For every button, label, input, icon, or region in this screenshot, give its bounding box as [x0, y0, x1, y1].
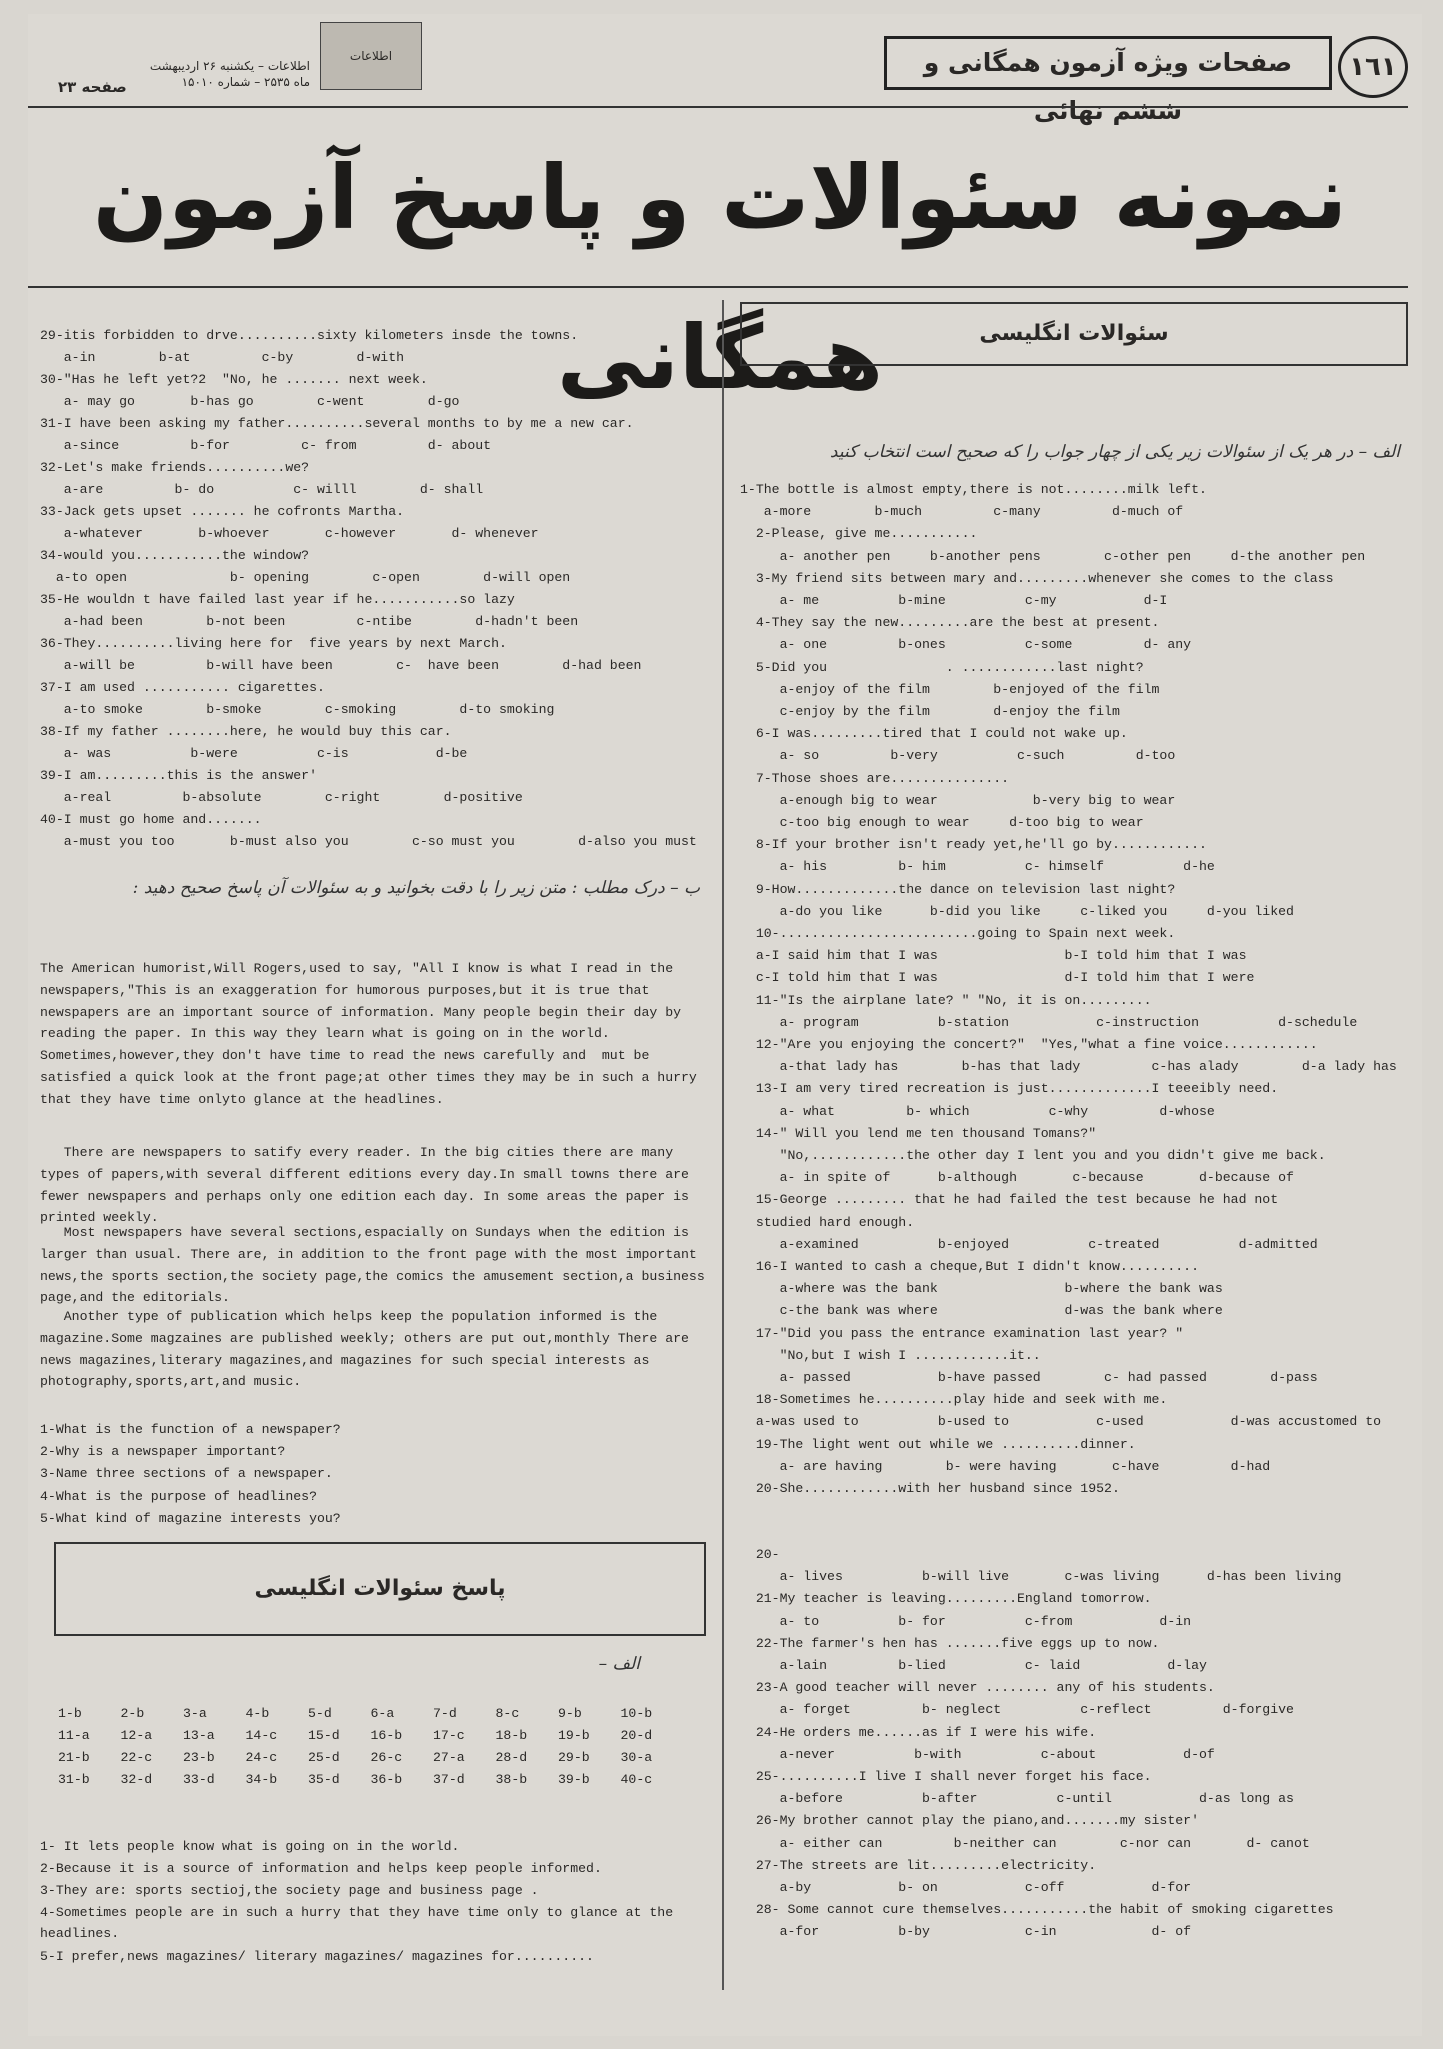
answer-key-cell: 4-b: [245, 1706, 270, 1721]
answer-key-cell: 17-c: [433, 1728, 465, 1743]
answer-key-cell: 20-d: [620, 1728, 653, 1743]
answer-key-cell: 1-b: [58, 1706, 82, 1721]
question-line: a-to smoke b-smoke c-smoking d-to smoking: [40, 702, 555, 717]
question-line: 34-would you...........the window?: [40, 548, 310, 563]
answer-key-cell: 24-c: [245, 1750, 278, 1765]
question-line: a- was b-were c-is d-be: [40, 746, 468, 761]
question-line: a- may go b-has go c-went d-go: [40, 394, 460, 409]
question-line: 24-He orders me......as if I were his wife.: [740, 1724, 1097, 1740]
answers-heading-box: [54, 1542, 706, 1636]
page-label: صفحه ۲۳: [58, 78, 127, 96]
answer-key-cell: 18-b: [495, 1728, 528, 1743]
question-line: a- one b-ones c-some d- any: [740, 637, 1192, 653]
answer-key-cell: 10-b: [620, 1706, 653, 1721]
comprehension-answer: 2-Because it is a source of information and helps keep people informed.: [40, 1861, 602, 1876]
comprehension-answer: 1- It lets people know what is going on in the world.: [40, 1839, 460, 1854]
question-line: 4-They say the new.........are the best at present.: [740, 615, 1160, 631]
question-line: a-are b- do c- willl d- shall: [40, 482, 484, 497]
answer-key-cell: 3-a: [183, 1706, 207, 1721]
column-divider: [722, 300, 724, 1990]
question-line: 35-He wouldn t have failed last year if he...........so lazy: [40, 592, 515, 607]
question-line: 36-They..........living here for five years by next March.: [40, 636, 507, 651]
comprehension-question: 1-What is the function of a newspaper?: [40, 1422, 341, 1437]
question-line: c-the bank was where d-was the bank where: [740, 1303, 1223, 1319]
question-line: a- so b-very c-such d-too: [740, 748, 1176, 764]
answer-key-cell: 27-a: [433, 1750, 465, 1765]
answer-key-cell: 14-c: [245, 1728, 278, 1743]
answer-key-cell: 29-b: [558, 1750, 590, 1765]
question-line: 31-I have been asking my father..........several months to by me a new car.: [40, 416, 634, 431]
question-line: a-enough big to wear b-very big to wear: [740, 792, 1176, 808]
answer-key-cell: 31-b: [58, 1772, 90, 1787]
newspaper-logo: اطلاعات: [320, 22, 422, 90]
question-line: a-where was the bank b-where the bank was: [740, 1281, 1223, 1297]
question-line: a- what b- which c-why d-whose: [740, 1103, 1215, 1119]
comprehension-answer: 5-I prefer,news magazines/ literary magazines/ magazines for..........: [40, 1949, 594, 1964]
answers-part-a-label: الف –: [598, 1654, 640, 1674]
questions-heading-box: [740, 302, 1408, 366]
comprehension-answer: 3-They are: sports sectioj,the society page and business page .: [40, 1883, 539, 1898]
question-line: a- another pen b-another pens c-other pen d-the another pen: [740, 548, 1366, 564]
question-line: 25-..........I live I shall never forget his face.: [740, 1769, 1152, 1784]
question-line: a-for b-by c-in d- of: [740, 1924, 1192, 1940]
question-line: a-that lady has b-has that lady c-has alady d-a lady has: [740, 1059, 1397, 1075]
page-title: نمونه سئوالات و پاسخ آزمون همگانی: [92, 146, 1348, 409]
answer-key-cell: 23-b: [183, 1750, 215, 1765]
comprehension-question: 2-Why is a newspaper important?: [40, 1444, 286, 1460]
question-line: 10-.........................going to Spain next week.: [740, 926, 1176, 941]
comprehension-question: 4-What is the purpose of headlines?: [40, 1488, 317, 1504]
question-line: 11-"Is the airplane late? " "No, it is on.........: [740, 992, 1152, 1008]
question-line: a-do you like b-did you like c-liked you d-you liked: [740, 903, 1294, 919]
question-line: c-enjoy by the film d-enjoy the film: [740, 704, 1120, 719]
question-line: 37-I am used ........... cigarettes.: [40, 680, 325, 695]
question-line: 20-: [740, 1547, 780, 1562]
question-line: a-I said him that I was b-I told him that I was: [740, 948, 1247, 964]
answer-key-cell: 7-d: [433, 1706, 457, 1721]
answer-key-cell: 8-c: [495, 1706, 520, 1721]
question-line: 40-I must go home and.......: [40, 812, 262, 827]
question-line: a- forget b- neglect c-reflect d-forgive: [740, 1702, 1294, 1718]
question-line: a-was used to b-used to c-used d-was accustomed to: [740, 1414, 1382, 1430]
question-line: 15-George ......... that he had failed the test because he had not: [740, 1192, 1279, 1208]
question-line: c-I told him that I was d-I told him that I were: [740, 970, 1255, 986]
question-line: a-lain b-lied c- laid d-lay: [740, 1658, 1207, 1673]
question-line: a-will be b-will have been c- have been d-had been: [40, 658, 642, 673]
answer-key-cell: 32-d: [120, 1772, 153, 1787]
comprehension-question: 3-Name three sections of a newspaper.: [40, 1466, 333, 1482]
question-line: a-more b-much c-many d-much of: [740, 504, 1184, 520]
question-line: "No,............the other day I lent you and you didn't give me back.: [740, 1148, 1326, 1163]
question-line: 32-Let's make friends..........we?: [40, 460, 310, 475]
question-line: "No,but I wish I ............it..: [740, 1347, 1041, 1363]
question-line: 19-The light went out while we ..........dinner.: [740, 1436, 1136, 1452]
answer-key-cell: 13-a: [183, 1728, 215, 1743]
question-line: 3-My friend sits between mary and.........whenever she comes to the class: [740, 570, 1334, 586]
question-line: a-enjoy of the film b-enjoyed of the film: [740, 681, 1160, 697]
question-line: 28- Some cannot cure themselves...........the habit of smoking cigarettes: [740, 1902, 1334, 1918]
question-line: a- either can b-neither can c-nor can d- canot: [740, 1835, 1310, 1851]
answer-key-cell: 39-b: [558, 1772, 590, 1787]
question-line: a- his b- him c- himself d-he: [740, 859, 1215, 875]
question-line: 30-"Has he left yet?2 "No, he ....... next week.: [40, 372, 428, 387]
part-a-instruction: الف – در هر یک از سئوالات زیر یکی از چهار جواب را که صحیح است انتخاب کنید: [829, 442, 1400, 462]
answer-key-cell: 9-b: [558, 1706, 582, 1721]
question-line: a- in spite of b-although c-because d-because of: [740, 1170, 1294, 1186]
question-line: 13-I am very tired recreation is just.............I teeeibly need.: [740, 1081, 1279, 1097]
question-line: 7-Those shoes are...............: [740, 770, 1010, 786]
question-line: 9-How.............the dance on television last night?: [740, 881, 1176, 897]
answer-key-cell: 38-b: [495, 1772, 528, 1787]
answer-key-cell: 25-d: [308, 1750, 340, 1765]
question-line: a- program b-station c-instruction d-schedule: [740, 1014, 1358, 1030]
question-line: 1-The bottle is almost empty,there is not........milk left.: [740, 482, 1207, 497]
question-line: 14-" Will you lend me ten thousand Tomans?": [740, 1125, 1097, 1141]
question-line: a-examined b-enjoyed c-treated d-admitted: [740, 1236, 1318, 1252]
passage-paragraph: The American humorist,Will Rogers,used to say, "All I know is what I read in the newspapers,"This is an exaggeration for humorous purposes,but it is true that newspapers are an important source of information. Many people begin their day by reading the paper. In this way they learn what is going on in the world. Sometimes,however,they don't have time to read the news carefully and mut be satisfied a quick look at the front page;at other times they may be in such a hurry that they have time onlyto glance at the headlines.: [40, 961, 705, 1107]
issue-info: [120, 58, 310, 90]
question-line: 8-If your brother isn't ready yet,he'll go by............: [740, 837, 1207, 853]
answer-key-cell: 22-c: [120, 1750, 153, 1765]
question-line: 27-The streets are lit.........electricity.: [740, 1857, 1097, 1873]
answer-key-cell: 34-b: [245, 1772, 278, 1787]
question-line: 22-The farmer's hen has .......five eggs up to now.: [740, 1635, 1160, 1651]
comprehension-answer: 4-Sometimes people are in such a hurry that they have time only to glance at the headlines.: [40, 1905, 682, 1941]
answer-key-cell: 15-d: [308, 1728, 340, 1743]
question-line: a-before b-after c-until d-as long as: [740, 1791, 1294, 1807]
question-line: 33-Jack gets upset ....... he cofronts Martha.: [40, 504, 405, 519]
answer-key-cell: 35-d: [308, 1772, 340, 1787]
question-line: 12-"Are you enjoying the concert?" "Yes,"what a fine voice............: [740, 1037, 1318, 1052]
answer-key-cell: 12-a: [120, 1728, 153, 1743]
answer-key-cell: 2-b: [120, 1706, 145, 1721]
answer-key-cell: 21-b: [58, 1750, 90, 1765]
question-line: studied hard enough.: [740, 1214, 915, 1230]
question-line: 5-Did you . ............last night?: [740, 659, 1144, 675]
question-line: a- me b-mine c-my d-I: [740, 593, 1168, 608]
question-line: a-must you too b-must also you c-so must you d-also you must: [40, 834, 697, 849]
passage-paragraph: Another type of publication which helps keep the population informed is the magazine.Some magzaines are published weekly; others are put out,monthly There are news magazines,literary magazines,and magazines for such special interests as photography,sports,art,and music.: [40, 1309, 697, 1390]
answers-heading: پاسخ سئوالات انگلیسی: [254, 1576, 506, 1601]
question-line: a- passed b-have passed c- had passed d-pass: [740, 1370, 1318, 1385]
answer-key-cell: 28-d: [495, 1750, 528, 1765]
answer-key-cell: 26-c: [370, 1750, 403, 1765]
issue-line-2: ماه ۲۵۳۵ – شماره ۱۵۰۱۰: [181, 75, 310, 89]
question-line: 6-I was.........tired that I could not wake up.: [740, 726, 1128, 742]
part-b-instruction: ب – درک مطلب : متن زیر را با دقت بخوانید و به سئوالات آن پاسخ صحیح دهید :: [132, 878, 700, 898]
question-line: 29-itis forbidden to drve..........sixty kilometers insde the towns.: [40, 328, 579, 343]
question-line: 38-If my father ........here, he would buy this car.: [40, 724, 452, 739]
question-line: 21-My teacher is leaving.........England tomorrow.: [740, 1591, 1152, 1607]
issue-line-1: اطلاعات – یکشنبه ۲۶ اردیبهشت: [149, 59, 310, 73]
passage-paragraph: There are newspapers to satify every reader. In the big cities there are many types of papers,with several different editions every day.In small towns there are fewer newspapers and perhaps only one edition each day. In some areas the paper is printed weekly.: [40, 1145, 697, 1226]
answer-key-cell: 37-d: [433, 1772, 465, 1787]
question-line: 26-My brother cannot play the piano,and.......my sister': [740, 1813, 1199, 1829]
answer-key-cell: 30-a: [620, 1750, 653, 1765]
page-number: ١٦١: [1338, 36, 1408, 98]
question-line: 23-A good teacher will never ........ any of his students.: [740, 1680, 1215, 1696]
question-line: 2-Please, give me...........: [740, 526, 978, 542]
question-line: 16-I wanted to cash a cheque,But I didn't know..........: [740, 1259, 1199, 1274]
question-line: a-had been b-not been c-ntibe d-hadn't been: [40, 614, 579, 629]
answer-key-cell: 40-c: [620, 1772, 653, 1787]
question-line: a-to open b- opening c-open d-will open: [40, 570, 571, 585]
answer-key-cell: 6-a: [370, 1706, 395, 1721]
question-line: c-too big enough to wear d-too big to wear: [740, 815, 1144, 830]
question-line: a-in b-at c-by d-with: [40, 350, 405, 365]
answer-key-cell: 16-b: [370, 1728, 403, 1743]
section-banner: صفحات ویژه آزمون همگانی و ششم نهائی: [884, 36, 1332, 90]
question-line: a- to b- for c-from d-in: [740, 1613, 1192, 1629]
question-line: a-never b-with c-about d-of: [740, 1746, 1215, 1762]
comprehension-question: 5-What kind of magazine interests you?: [40, 1510, 341, 1526]
question-line: 39-I am.........this is the answer': [40, 768, 317, 783]
question-line: a-whatever b-whoever c-however d- whenever: [40, 526, 539, 541]
question-line: a-real b-absolute c-right d-positive: [40, 790, 523, 805]
answer-key-cell: 19-b: [558, 1728, 590, 1743]
answer-key-cell: 11-a: [58, 1728, 90, 1743]
question-line: 17-"Did you pass the entrance examination last year? ": [740, 1325, 1184, 1341]
question-line: a- are having b- were having c-have d-had: [740, 1458, 1271, 1474]
answer-key-cell: 36-b: [370, 1772, 403, 1787]
answer-key-cell: 5-d: [308, 1706, 332, 1721]
question-line: 18-Sometimes he..........play hide and seek with me.: [740, 1392, 1168, 1408]
question-line: 20-She............with her husband since 1952.: [740, 1481, 1120, 1496]
passage-paragraph: Most newspapers have several sections,espacially on Sundays when the edition is larger than usual. There are, in addition to the front page with the most important news,the sports section,the society page,the comics the amusement section,a business page,and the editorials.: [40, 1225, 713, 1306]
question-line: a- lives b-will live c-was living d-has been living: [740, 1569, 1342, 1585]
question-line: a-since b-for c- from d- about: [40, 438, 492, 453]
answer-key-cell: 33-d: [183, 1772, 215, 1787]
question-line: a-by b- on c-off d-for: [740, 1880, 1192, 1895]
questions-heading: سئوالات انگلیسی: [979, 321, 1169, 346]
